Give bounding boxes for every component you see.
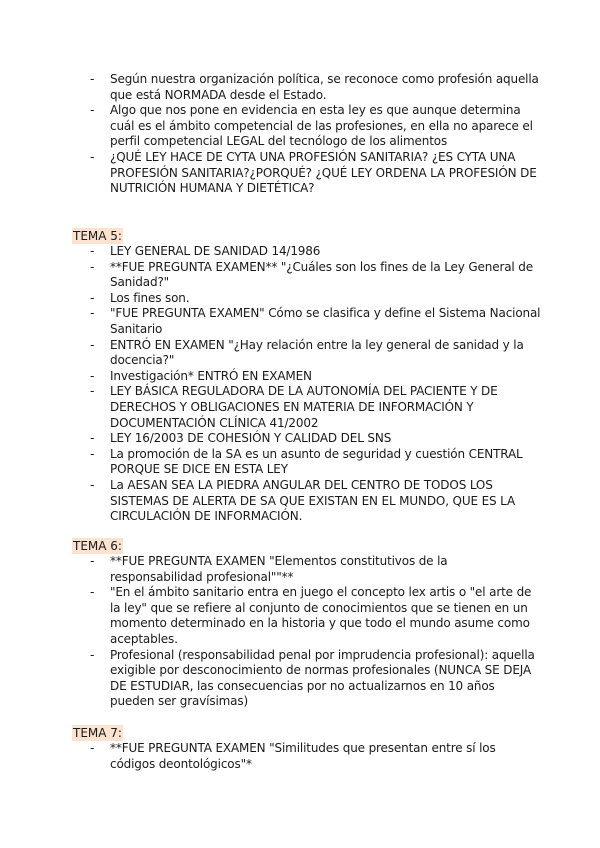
list-item: - La AESAN SEA LA PIEDRA ANGULAR DEL CENTRO DE TODOS LOS SISTEMAS DE ALERTA DE SA QUE EXISTAN EN EL MUNDO, QUE ES LA CIRCULACIÓN DE INFORMACIÓN. bbox=[72, 478, 542, 525]
list-item: - "FUE PREGUNTA EXAMEN" Cómo se clasifica y define el Sistema Nacional Sanitario bbox=[72, 306, 542, 337]
list-item: - La promoción de la SA es un asunto de seguridad y cuestión CENTRAL PORQUE SE DICE EN ESTA LEY bbox=[72, 447, 542, 478]
list-item: - **FUE PREGUNTA EXAMEN** "¿Cuáles son los fines de la Ley General de Sanidad?" bbox=[72, 260, 542, 291]
section-heading-tema7: TEMA 7: bbox=[73, 726, 122, 740]
list-item: - LEY GENERAL DE SANIDAD 14/1986 bbox=[72, 244, 542, 260]
tema7-list bbox=[72, 741, 542, 772]
list-item: - LEY BÁSICA REGULADORA DE LA AUTONOMÍA DEL PACIENTE Y DE DERECHOS Y OBLIGACIONES EN MATERIA DE INFORMACIÓN Y DOCUMENTACIÓN CLÍNICA 41/2002 bbox=[72, 384, 542, 431]
tema6-section bbox=[72, 535, 542, 710]
list-item: - Los fines son. bbox=[72, 291, 542, 307]
list-item: - Algo que nos pone en evidencia en esta ley es que aunque determina cuál es el ámbito competencial de las profesiones, en ella no aparece el perfil competencial LEGAL del tecnólogo de los alimentos bbox=[72, 103, 542, 150]
list-item: - Investigación* ENTRÓ EN EXAMEN bbox=[72, 369, 542, 385]
list-item: - Profesional (responsabilidad penal por imprudencia profesional): aquella exigible por desconocimiento de normas profesionales (NUNCA SE DEJA DE ESTUDIAR, las consecuencias por no actualizarnos en 10 años pueden ser gravísimas) bbox=[72, 648, 542, 710]
list-item: - **FUE PREGUNTA EXAMEN "Similitudes que presentan entre sí los códigos deontológicos"* bbox=[72, 741, 542, 772]
tema7-section bbox=[72, 722, 542, 772]
section-heading-tema6: TEMA 6: bbox=[73, 539, 122, 553]
list-item: - LEY 16/2003 DE COHESIÓN Y CALIDAD DEL SNS bbox=[72, 431, 542, 447]
list-item: - **FUE PREGUNTA EXAMEN "Elementos constitutivos de la responsabilidad profesional""** bbox=[72, 554, 542, 585]
list-item: - "En el ámbito sanitario entra en juego el concepto lex artis o "el arte de la ley" que se refiere al conjunto de conocimientos que se tienen en un momento determinado en la historia y que todo el mundo asume como aceptables. bbox=[72, 585, 542, 647]
intro-section bbox=[72, 72, 542, 197]
tema5-list bbox=[72, 244, 542, 525]
tema5-section bbox=[72, 225, 542, 525]
list-item: - ¿QUÉ LEY HACE DE CYTA UNA PROFESIÓN SANITARIA? ¿ES CYTA UNA PROFESIÓN SANITARIA?¿PORQUÉ? ¿QUÉ LEY ORDENA LA PROFESIÓN DE NUTRICIÓN HUMANA Y DIETÉTICA? bbox=[72, 150, 542, 197]
list-item: - Según nuestra organización política, se reconoce como profesión aquella que está NORMADA desde el Estado. bbox=[72, 72, 542, 103]
intro-list bbox=[72, 72, 542, 197]
tema6-list bbox=[72, 554, 542, 710]
list-item: - ENTRÓ EN EXAMEN "¿Hay relación entre la ley general de sanidad y la docencia?" bbox=[72, 338, 542, 369]
section-heading-tema5: TEMA 5: bbox=[73, 229, 122, 243]
